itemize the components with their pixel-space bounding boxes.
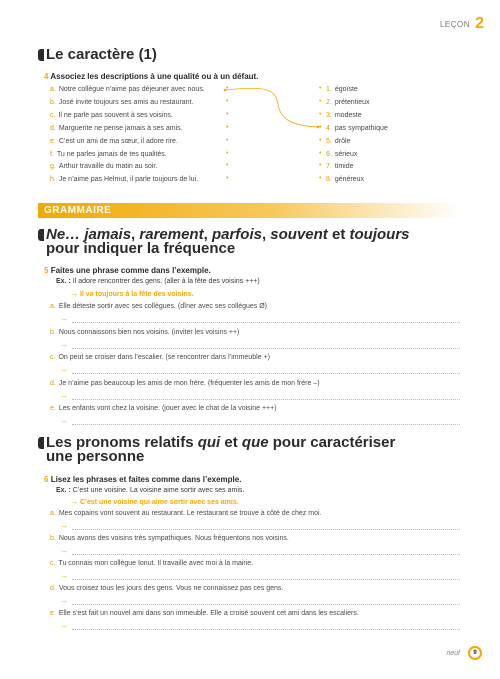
match-dot-icon[interactable]: • — [226, 175, 229, 183]
arrow-icon: → — [60, 416, 68, 425]
arrow-icon: → — [60, 596, 68, 605]
match-dot-icon[interactable]: • — [319, 175, 322, 183]
exercise-item: a. Mes copains vont souvent au restaurant. Le restaurant se trouve à côté de chez moi. — [50, 510, 322, 517]
match-dot-icon[interactable]: • — [226, 149, 229, 157]
match-dot-icon[interactable]: • — [319, 123, 322, 131]
arrow-icon: → — [60, 571, 68, 580]
section-title-caractere: Le caractère (1) — [46, 46, 157, 63]
exercise-6-instruction — [44, 475, 241, 484]
answer-line[interactable] — [72, 604, 460, 605]
arrow-icon: → — [60, 314, 68, 323]
exercise-item: b. Nous avons des voisins très sympathiques. Nous fréquentons nos voisins. — [50, 535, 289, 542]
exercise-4-instruction — [44, 72, 258, 81]
page-word: neuf — [446, 650, 460, 657]
exercise-5-instruction — [44, 266, 211, 275]
quality-item: 8. généreux — [326, 176, 365, 184]
exercise-item: e. Elle s’est fait un nouvel ami dans son immeuble. Elle a croisé souvent cet ami dans les escaliers. — [50, 610, 359, 617]
match-dot-icon[interactable]: • — [319, 149, 322, 157]
description-item: d. Marguerite ne pense jamais à ses amis. — [50, 124, 183, 132]
exercise-item: b. Nous connaissons bien nos voisins. (inviter les voisins ++) — [50, 328, 240, 336]
quality-item: 7. timide — [326, 163, 354, 171]
answer-line[interactable] — [72, 529, 460, 530]
section-bullet-icon — [38, 437, 44, 449]
exercise-item: a. Elle déteste sortir avec ses collègues. (dîner avec ses collègues Ø) — [50, 303, 267, 310]
match-dot-icon[interactable]: • — [319, 136, 322, 144]
answer-line[interactable] — [72, 554, 460, 555]
grammaire-banner — [38, 203, 461, 218]
match-dot-icon[interactable]: • — [226, 162, 229, 170]
answer-line[interactable] — [72, 629, 460, 630]
description-item: e. C’est un ami de ma sœur, il adore rire. — [50, 137, 178, 145]
arrow-icon: → — [60, 365, 68, 374]
exercise-item: c. On peut se croiser dans l’escalier. (se rencontrer dans l’immeuble +) — [50, 354, 270, 361]
exercise-item: d. Vous croisez tous les jours des gens. Vous ne connaissez pas ces gens. — [50, 585, 284, 592]
example-6: Ex. : C’est une voisine. La voisine aime sortir avec ses amis. — [56, 487, 245, 494]
lesson-label: LEÇON — [439, 20, 470, 29]
example-6-answer: → C’est une voisine qui aime sortir avec ses amis. — [70, 497, 239, 506]
answer-line[interactable] — [72, 322, 460, 323]
section-bullet-icon — [38, 229, 44, 241]
section-title-frequence: Ne… jamais, rarement, parfois, souvent et toujours pour indiquer la fréquence — [46, 226, 410, 257]
description-item: b. José invite toujours ses amis au restaurant. — [50, 98, 194, 106]
description-item: f. Tu ne parles jamais de tes qualités. — [50, 150, 167, 158]
match-dot-icon[interactable]: • — [226, 110, 229, 118]
answer-line[interactable] — [72, 579, 460, 580]
description-item: a. Notre collègue n’aime pas déjeuner avec nous. — [50, 86, 205, 93]
example-5: Ex. : Il adore rencontrer des gens. (aller à la fête des voisins +++) — [56, 278, 260, 285]
quality-item: 6. sérieux — [326, 150, 358, 158]
exercise-item: d. Je n’aime pas beaucoup les amis de mon frère. (fréquenter les amis de mon frère –) — [50, 379, 320, 387]
match-dot-icon[interactable]: • — [226, 85, 229, 92]
arrow-icon: → — [70, 289, 78, 298]
quality-item: 2. prétentieux — [326, 98, 370, 106]
section-title-pronoms: Les pronoms relatifs qui et que pour caractériser une personne — [46, 434, 396, 465]
exercise-number: 5 — [44, 266, 49, 275]
match-dot-icon[interactable]: • — [319, 97, 322, 105]
match-line — [220, 86, 330, 131]
page-number: 9 — [468, 646, 482, 660]
instruction-text: Faites une phrase comme dans l’exemple. — [50, 266, 211, 275]
description-item: g. Arthur travaille du matin au soir. — [50, 163, 158, 171]
match-dot-icon[interactable]: • — [226, 136, 229, 144]
exercise-item: c. Tu connais mon collègue Ionut. Il travaille avec moi à la mairie. — [50, 560, 254, 567]
answer-line[interactable] — [72, 424, 460, 425]
answer-line[interactable] — [72, 399, 460, 400]
exercise-item: e. Les enfants vont chez la voisine. (jouer avec le chat de la voisine +++) — [50, 405, 277, 412]
quality-item: 4. pas sympathique — [326, 124, 388, 132]
answer-line[interactable] — [72, 348, 460, 349]
arrow-icon: → — [60, 390, 68, 400]
match-dot-icon[interactable]: • — [226, 123, 229, 131]
match-dot-icon[interactable]: • — [319, 85, 322, 92]
arrow-icon: → — [70, 497, 78, 506]
match-dot-icon[interactable]: • — [319, 162, 322, 170]
quality-item: 1. égoïste — [326, 86, 358, 93]
arrow-icon: → — [60, 546, 68, 555]
instruction-text: Associez les descriptions à une qualité ou à un défaut. — [50, 72, 259, 81]
exercise-number: 6 — [44, 475, 49, 484]
arrow-icon: → — [60, 621, 68, 630]
lesson-number: 2 — [475, 15, 484, 32]
example-5-answer: → Il va toujours à la fête des voisins. — [70, 289, 194, 298]
arrow-icon: → — [60, 339, 68, 349]
grammaire-label: GRAMMAIRE — [44, 205, 112, 216]
arrow-icon: → — [60, 521, 68, 530]
answer-line[interactable] — [72, 373, 460, 374]
exercise-number: 4 — [44, 72, 49, 81]
section-bullet-icon — [38, 49, 44, 61]
description-item: h. Je n’aime pas Helmut, il parle toujours de lui. — [50, 176, 199, 184]
match-dot-icon[interactable]: • — [226, 97, 229, 105]
quality-item: 5. drôle — [326, 137, 351, 145]
match-dot-icon[interactable]: • — [319, 110, 322, 118]
quality-item: 3. modeste — [326, 111, 362, 119]
instruction-text: Lisez les phrases et faites comme dans l’exemple. — [50, 475, 242, 484]
description-item: c. Il ne parle pas souvent à ses voisins. — [50, 111, 173, 119]
